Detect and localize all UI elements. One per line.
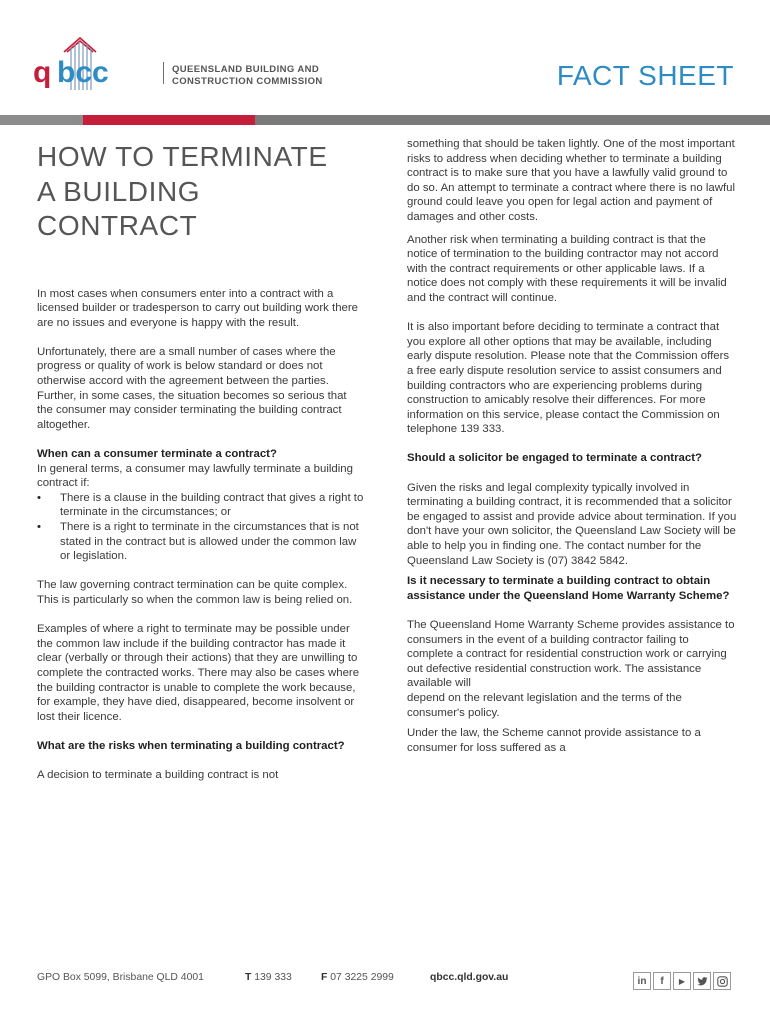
scheme-law-paragraph: Under the law, the Scheme cannot provide assistance to a consumer for loss suffered as a (407, 727, 701, 754)
heading-risks: What are the risks when terminating a building contract? (37, 739, 345, 752)
heading-solicitor: Should a solicitor be engaged to terminate a contract? (407, 452, 702, 465)
header-stripe (0, 115, 770, 125)
twitter-icon[interactable] (693, 972, 711, 990)
risks-paragraph: A decision to terminate a building contract is not (37, 769, 279, 782)
linkedin-icon[interactable]: in (633, 972, 651, 990)
right-column (407, 137, 737, 755)
heading-when-terminate: When can a consumer terminate a contract? (37, 448, 277, 461)
logo-text (172, 64, 362, 87)
termination-grounds-list (37, 491, 364, 564)
svg-text:q: q (33, 56, 52, 89)
law-paragraph: The law governing contract termination can be quite complex. This is particularly so when the common law is being relied on. (37, 579, 353, 606)
footer-address: GPO Box 5099, Brisbane QLD 4001 (37, 972, 204, 983)
continued-paragraph: something that should be taken lightly. One of the most important risks to address when deciding whether to terminate a building contract is to make sure that you have a lawfully valid ground to do so. An attempt to terminate a contract where there is no lawful ground could leave you open for legal action and payment of damages and other costs. (407, 138, 735, 223)
footer (37, 972, 737, 994)
title-line-2: A BUILDING (37, 175, 201, 207)
left-column (37, 140, 364, 783)
warranty-paragraph-2: depend on the relevant legislation and the terms of the consumer's policy. (407, 691, 682, 719)
title-line-1: HOW TO TERMINATE (37, 141, 328, 172)
facebook-icon[interactable]: f (653, 972, 671, 990)
footer-fax: F 07 3225 2999 (321, 972, 394, 983)
social-links (633, 972, 731, 990)
qbcc-logo[interactable] (33, 34, 333, 106)
logo-text-line2: CONSTRUCTION COMMISSION (172, 75, 323, 87)
footer-phone: T 139 333 (245, 972, 292, 983)
logo-divider (163, 62, 164, 84)
intro-paragraph-1: In most cases when consumers enter into a contract with a licensed builder or tradesperson to carry out building work there are no issues and everyone is happy with the result. (37, 287, 359, 329)
list-item: • There is a right to terminate in the circumstances that is not stated in the contract but is allowed under the common law or legislation. (37, 520, 364, 564)
youtube-icon[interactable]: ▶ (673, 972, 691, 990)
qbcc-logo-mark (33, 34, 125, 106)
warranty-paragraph: The Queensland Home Warranty Scheme provides assistance to consumers in the event of a building contractor failing to complete a contract for residential construction work or carrying out defective residential construction work. The assistance available will (407, 619, 735, 690)
instagram-glyph-icon (717, 976, 728, 987)
notice-paragraph: Another risk when terminating a building contract is that the notice of termination to the building contractor may not accord with the contract requirements or other applicable laws. If a notice does not comply with these requirements it will be invalid and the contract will continue. (407, 233, 727, 304)
examples-paragraph: Examples of where a right to terminate may be possible under the common law include if the building contractor has made it clear (verbally or through their actions) that they are unwilling to complete the contracted works. There may also be cases where the building contractor is unable to complete the work because, for example, they have died, disappeared, become insolvent or lost their licence. (37, 623, 360, 723)
svg-text:bcc: bcc (57, 56, 109, 89)
solicitor-paragraph: Given the risks and legal complexity typically involved in terminating a building contract, it is recommended that a solicitor be engaged to assist and provide advice about termination. If you don't have your own solicitor, the Queensland Law Society will be able to help you in finding one. The contact number for the Queensland Law Society is (07) 3842 5842. (407, 481, 737, 567)
twitter-bird-icon (697, 977, 708, 986)
title-line-3: CONTRACT (37, 210, 198, 241)
intro-paragraph-2: Unfortunately, there are a small number of cases where the progress or quality of work is below standard or does not otherwise accord with the agreement between the parties. Further, in some cases, the situation becomes so serious that the consumer may consider terminating the building contract altogether. (37, 345, 347, 431)
instagram-icon[interactable] (713, 972, 731, 990)
page-title (37, 140, 364, 244)
options-paragraph: It is also important before deciding to terminate a contract that you explore all other options that may be available, including early dispute resolution. Please note that the Commission offers a free early dispute resolution service to assist consumers and building contractors who are experiencing problems during construction to amicably resolve their differences. For more information on this service, please contact the Commission on telephone 139 333. (407, 321, 730, 436)
list-item: • There is a clause in the building contract that gives a right to terminate in the circumstances; or (37, 491, 364, 520)
logo-text-line1: QUEENSLAND BUILDING AND (172, 64, 320, 75)
header (0, 0, 770, 115)
heading-warranty: Is it necessary to terminate a building contract to obtain assistance under the Queensland Home Warranty Scheme? (407, 575, 730, 602)
fact-sheet-label: FACT SHEET (556, 60, 734, 91)
footer-website-link[interactable]: qbcc.qld.gov.au (430, 972, 509, 983)
when-paragraph: In general terms, a consumer may lawfully terminate a building contract if: (37, 462, 353, 490)
